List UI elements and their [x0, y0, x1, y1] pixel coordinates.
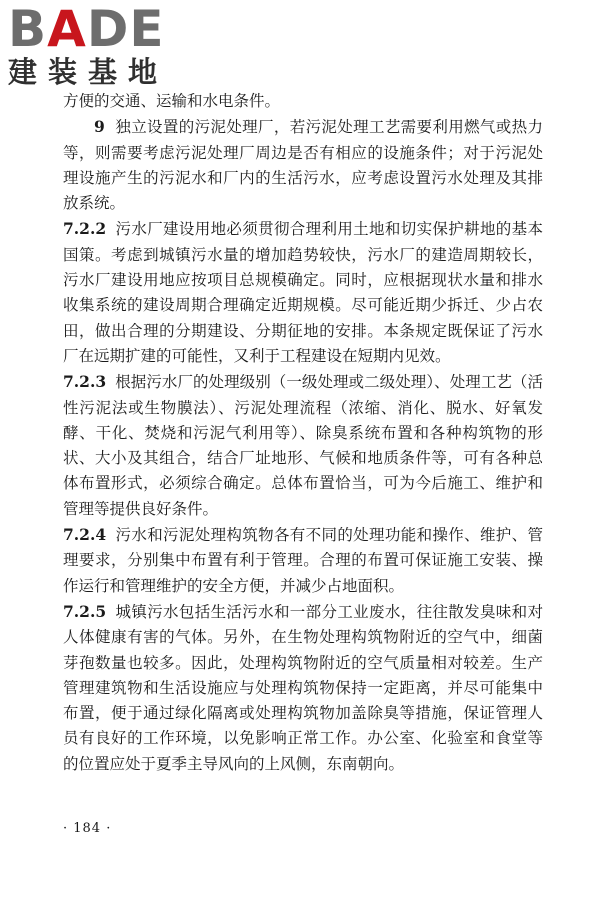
paragraph-continued: 方便的交通、运输和水电条件。 — [63, 92, 281, 110]
page-body — [63, 89, 543, 777]
clause-7-2-3: 7.2.3 根据污水厂的处理级别（一级处理或二级处理）、处理工艺（活性污泥法或生物膜法）、污泥处理流程（浓缩、消化、脱水、好氧发酵、干化、焚烧和污泥气利用等）、除臭系统布置和各种构筑物的形状、大小及其组合，结合厂址地形、气候和地质条件等，可有各种总体布置形式，必须综合确定。总体布置恰当，可为今后施工、维护和管理等提供良好条件。 — [63, 372, 543, 518]
clause-number: 7.2.2 — [63, 219, 107, 239]
clause-7-2-5: 7.2.5 城镇污水包括生活污水和一部分工业废水，往往散发臭味和对人体健康有害的气体。另外，在生物处理构筑物附近的空气中，细菌芽孢数量也较多。因此，处理构筑物附近的空气质量相对较差。生产管理建筑物和生活设施应与处理构筑物保持一定距离，并尽可能集中布置，便于通过绿化隔离或处理构筑物加盖除臭等措施，保证管理人员有良好的工作环境，以免影响正常工作。办公室、化验室和食堂等的位置应处于夏季主导风向的上风侧，东南朝向。 — [63, 601, 543, 773]
paragraph-item-9: 9 独立设置的污泥处理厂，若污泥处理工艺需要利用燃气或热力等，则需要考虑污泥处理厂周边是否有相应的设施条件；对于污泥处理设施产生的污泥水和厂内的生活污水，应考虑设置污水处理及其排放系统。 — [63, 117, 543, 213]
clause-number: 7.2.5 — [63, 601, 107, 621]
logo-wordmark: BADE — [8, 0, 165, 58]
logo — [8, 0, 178, 89]
clause-number: 7.2.3 — [63, 372, 107, 392]
page-number: · 184 · — [63, 821, 112, 836]
clause-7-2-4: 7.2.4 污水和污泥处理构筑物各有不同的处理功能和操作、维护、管理要求，分别集中布置有利于管理。合理的布置可保证施工安装、操作运行和管理维护的安全方便，并减少占地面积。 — [63, 525, 543, 595]
item-number: 9 — [94, 117, 105, 137]
clause-7-2-2: 7.2.2 污水厂建设用地必须贯彻合理利用土地和切实保护耕地的基本国策。考虑到城镇污水量的增加趋势较快，污水厂的建造周期较长，污水厂建设用地应按项目总规模确定。同时，应根据现状水量和排水收集系统的建设周期合理确定近期规模。尽可能近期少拆迁、少占农田，做出合理的分期建设、分期征地的安排。本条规定既保证了污水厂在远期扩建的可能性，又利于工程建设在短期内见效。 — [63, 219, 543, 365]
logo-subtitle: 建装基地 — [8, 55, 169, 89]
clause-number: 7.2.4 — [63, 525, 107, 545]
